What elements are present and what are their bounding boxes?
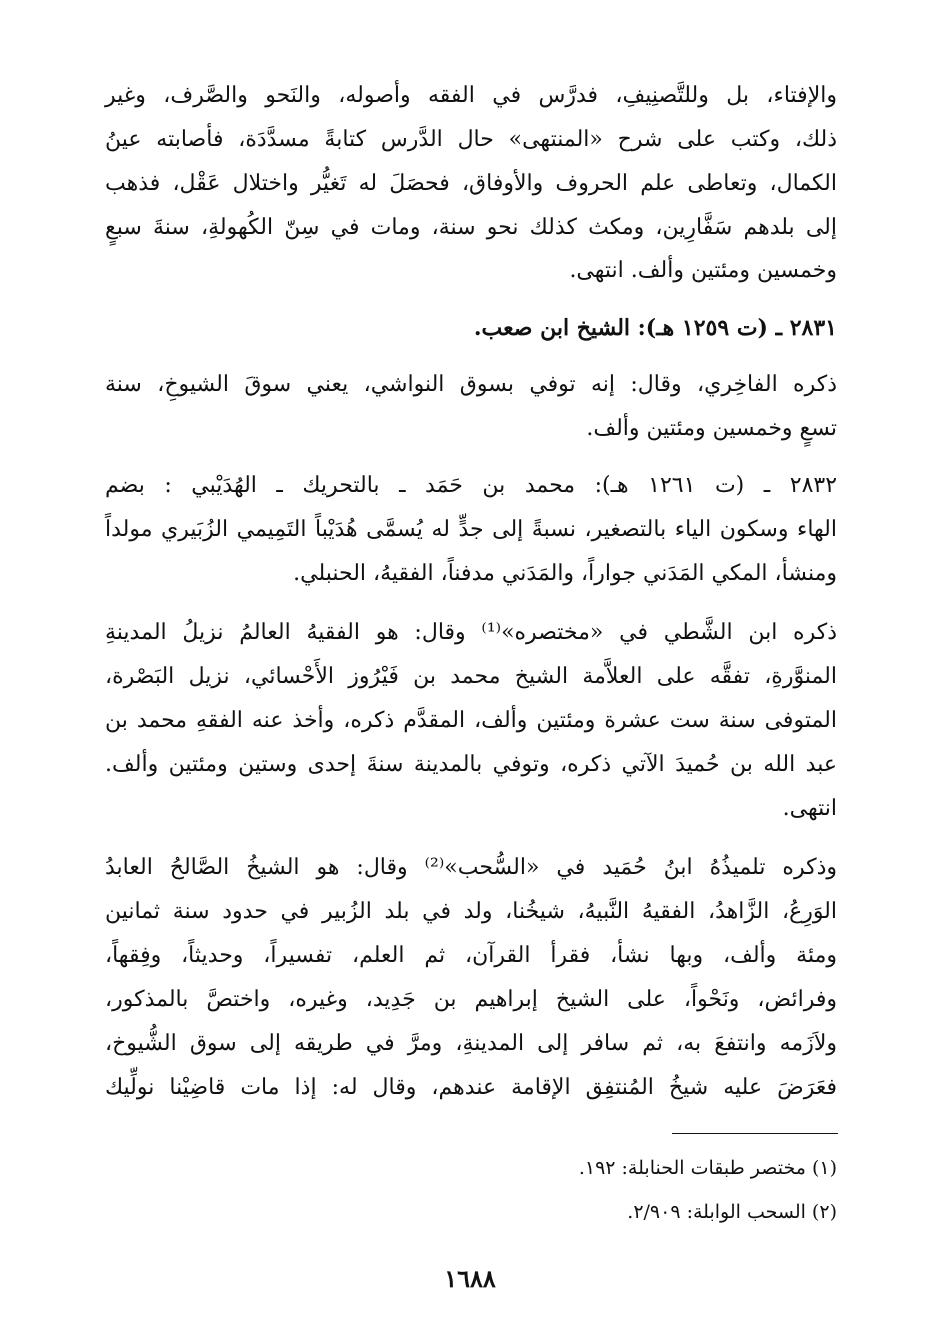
footnote: (١) مختصر طبقات الحنابلة: ١٩٢. bbox=[578, 1157, 837, 1179]
text-line: وخمسين ومئتين وألف. انتهى. bbox=[569, 258, 837, 283]
text-line: ذلك، وكتب على شرح «المنتهى» حال الدَّرس كتابةً مسدَّدَة، فأصابته عينُ bbox=[105, 127, 837, 152]
footnote-divider bbox=[672, 1133, 838, 1134]
text-line: الهاء وسكون الياء بالتصغير، نسبةً إلى جدٍّ له يُسمَّى هُدَيْباً التَمِيمي الزُبَيري مولداً bbox=[105, 517, 837, 542]
entry-heading: ٢٨٣٢ ـ (ت ١٢٦١ هـ): محمد بن حَمَد ـ بالتحريك ـ الهُدَيْبي : بضم bbox=[105, 473, 838, 498]
text-line: المنوَّرةِ، تفقَّه على العلاَّمة الشيخ محمد بن فَيْرُوز الأَحْسائي، نزيل البَصْرة، bbox=[105, 664, 837, 689]
text-line: ومنشأ، المكي المَدَني جواراً، والمَدَني مدفناً، الفقيهُ، الحنبلي. bbox=[293, 561, 837, 586]
text-line: ذكره الفاخِري، وقال: إنه توفي بسوق النواشي، يعني سوقَ الشيوخِ، سنة bbox=[105, 372, 837, 397]
page-number: ١٦٨٨ bbox=[444, 1264, 496, 1293]
footnote: (٢) السحب الوابلة: ٢/٩٠٩. bbox=[627, 1201, 837, 1223]
text-line: المتوفى سنة ست عشرة ومئتين وألف، المقدَّم ذكره، وأخذ عنه الفقهِ محمد بن bbox=[105, 708, 837, 733]
text-line: ذكره ابن الشَّطي في «مختصره»⁽¹⁾ وقال: هو الفقيهُ العالمُ نزيلُ المدينةِ bbox=[105, 620, 837, 645]
text-line: عبد الله بن حُميدَ الآتي ذكره، وتوفي بالمدينة سنةَ إحدى وستين ومئتين وألف. bbox=[105, 752, 837, 777]
text-line: ومئة وألف، وبها نشأ، فقرأ القرآن، ثم العلم، تفسيراً، وحديثاً، وفِقهاً، bbox=[105, 943, 837, 968]
text-line: وذكره تلميذُهُ ابنُ حُمَيد في «السُّحب»⁽²⁾ وقال: هو الشيخُ الصَّالحُ العابدُ bbox=[105, 855, 837, 880]
text-line: والإفتاء، بل وللتَّصنِيفِ، فدرَّس في الفقه وأصوله، والنَحو والصَّرف، وغير bbox=[105, 83, 837, 108]
text-line: انتهى. bbox=[782, 796, 837, 821]
text-line: الوَرِعُ، الزَّاهدُ، الفقيهُ النَّبيهُ، شيخُنا، ولد في بلد الزُبير في حدود سنة ثمانين bbox=[105, 899, 837, 924]
text-line: تسعٍ وخمسين ومئتين وألف. bbox=[586, 416, 837, 441]
entry-heading: ٢٨٣١ ـ (ت ١٢٥٩ هـ): الشيخ ابن صعب. bbox=[473, 315, 837, 341]
text-line: وفرائض، ونَحْواً، على الشيخ إبراهيم بن جَدِيد، وغيره، واختصَّ بالمذكور، bbox=[105, 987, 837, 1012]
text-line: الكمال، وتعاطى علم الحروف والأوفاق، فحصَلَ له تَغيُّر واختلال عَقْل، فذهب bbox=[105, 171, 837, 196]
text-line: ولاَزَمه وانتفعَ به، ثم سافر إلى المدينةِ، ومرَّ في طريقه إلى سوق الشُّيوخ، bbox=[105, 1031, 837, 1056]
text-line: إلى بلدهم سَفَّارِين، ومكث كذلك نحو سنة، ومات في سِنّ الكُهولةِ، سنةَ سبعٍ bbox=[105, 215, 837, 240]
text-line: فعَرَضَ عليه شيخُ المُنتفِق الإقامة عندهم، وقال له: إذا مات قاضِيْنا نولِّيك bbox=[105, 1075, 837, 1100]
